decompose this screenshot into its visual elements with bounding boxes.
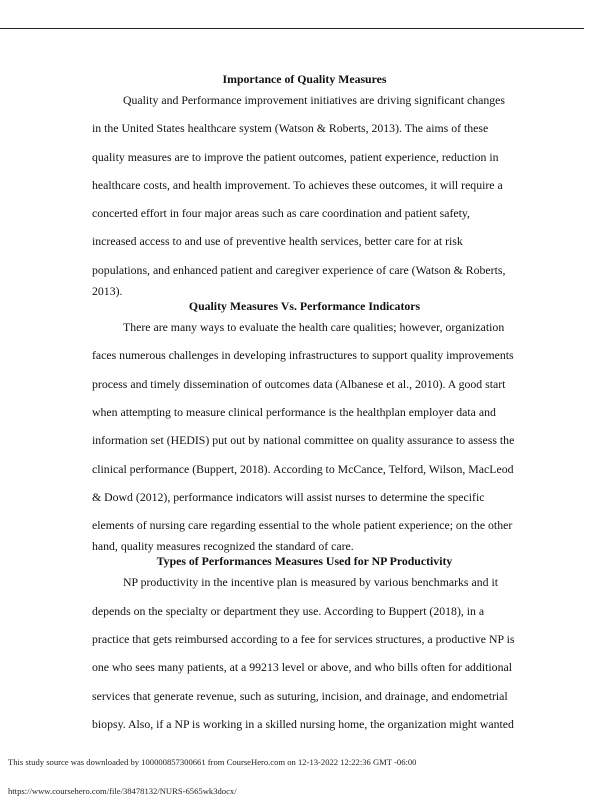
text-line: NP productivity in the incentive plan is measured by various benchmarks and it [123,575,499,590]
text-line: quality measures are to improve the patient outcomes, patient experience, reduction in [92,149,499,164]
text-line: elements of nursing care regarding essential to the whole patient experience; on the other [92,518,513,533]
text-line: one who sees many patients, at a 99213 level or above, and who bills often for additional [92,660,512,675]
text-line: populations, and enhanced patient and caregiver experience of care (Watson & Roberts, [92,262,506,277]
text-line: depends on the specialty or department they use. According to Buppert (2018), in a [92,603,485,618]
section-np-productivity [92,554,517,738]
text-line: Quality and Performance improvement initiatives are driving significant changes [123,93,505,107]
source-url-link[interactable]: https://www.coursehero.com/file/38478132/NURS-6565wk3docx/ [8,786,237,796]
text-line: services that generate revenue, such as suturing, incision, and drainage, and endometrial [92,688,508,703]
section-quality-vs-performance [92,299,517,554]
text-line: in the United States healthcare system (Watson & Roberts, 2013). The aims of these [92,121,489,136]
paragraph [92,313,517,554]
text-line: 2013). [92,284,123,299]
text-line: & Dowd (2012), performance indicators will assist nurses to determine the specific [92,489,485,504]
text-line: biopsy. Also, if a NP is working in a skilled nursing home, the organization might wanted [92,716,514,731]
section-heading: Quality Measures Vs. Performance Indicators [188,299,421,314]
text-line: information set (HEDIS) put out by national committee on quality assurance to assess the [92,433,515,448]
document-body [92,72,517,738]
text-line: There are many ways to evaluate the health care qualities; however, organization [123,320,505,335]
text-line: concerted effort in four major areas such as care coordination and patient safety, [92,206,470,221]
section-heading: Types of Performances Measures Used for NP Productivity [156,554,453,569]
text-line: increased access to and use of preventive health services, better care for at risk [92,234,463,249]
text-line: process and timely dissemination of outcomes data (Albanese et al., 2010). A good start [92,376,506,391]
text-line: clinical performance (Buppert, 2018). According to McCance, Telford, Wilson, MacLeod [92,461,514,476]
section-importance-of-quality-measures [92,72,517,299]
header-rule [0,28,584,29]
section-heading: Importance of Quality Measures [222,72,387,86]
download-notice: This study source was downloaded by 100000857300661 from CourseHero.com on 12-13-2022 12:22:36 GMT -06:00 [8,757,417,767]
text-line: practice that gets reimbursed according to a fee for services structures, a productive NP is [92,632,515,647]
text-line: healthcare costs, and health improvement. To achieves these outcomes, it will require a [92,177,503,192]
paragraph [92,86,517,299]
text-line: faces numerous challenges in developing infrastructures to support quality improvements [92,348,514,363]
text-line: when attempting to measure clinical performance is the healthplan employer data and [92,404,496,419]
text-line: hand, quality measures recognized the standard of care. [92,539,354,554]
paragraph [92,568,517,738]
